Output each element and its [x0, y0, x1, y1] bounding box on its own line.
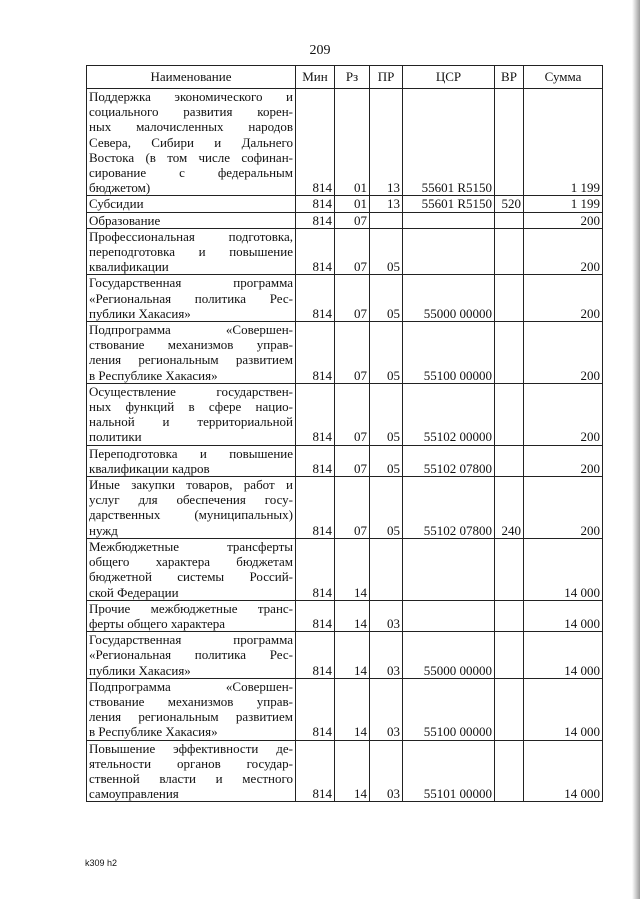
cell-name: [87, 228, 296, 275]
table-row: [87, 275, 603, 322]
header-pr: ПР: [370, 66, 403, 89]
cell-name: [87, 632, 296, 679]
cell-csr: [403, 212, 495, 228]
table-row: [87, 322, 603, 384]
name-line: Профессиональная подготовка,: [89, 228, 293, 244]
cell-name: [87, 600, 296, 631]
cell-sum: 1 199: [524, 196, 603, 212]
cell-vr: [495, 212, 524, 228]
cell-sum: 14 000: [524, 538, 603, 600]
cell-vr: [495, 740, 524, 802]
table-row: [87, 538, 603, 600]
name-line: квалификации кадров: [89, 460, 210, 476]
table-row: [87, 445, 603, 476]
cell-name: [87, 89, 296, 196]
cell-min: 814: [296, 477, 335, 539]
name-line: самоуправления: [89, 786, 179, 802]
name-line: ных малочисленных народов: [89, 119, 293, 135]
cell-csr: 55000 00000: [403, 275, 495, 322]
table-row: [87, 89, 603, 196]
name-line: в Республике Хакасия»: [89, 724, 218, 740]
cell-name: [87, 445, 296, 476]
name-line: бюджетом): [89, 180, 151, 196]
cell-min: 814: [296, 89, 335, 196]
cell-name: [87, 383, 296, 445]
cell-pr: 13: [370, 196, 403, 212]
footer-code: k309 h2: [85, 858, 118, 868]
cell-vr: 520: [495, 196, 524, 212]
name-line: Переподготовка и повышение: [89, 445, 293, 461]
name-line: нальной и территориальной: [89, 414, 293, 430]
cell-rz: 14: [335, 600, 370, 631]
cell-rz: 07: [335, 275, 370, 322]
cell-min: 814: [296, 196, 335, 212]
name-line: ных функций в сфере нацио-: [89, 399, 293, 415]
cell-pr: 05: [370, 275, 403, 322]
name-line: ления региональным развитием: [89, 352, 293, 368]
cell-rz: 14: [335, 678, 370, 740]
table-header: [87, 66, 603, 89]
cell-csr: [403, 228, 495, 275]
header-sum: Сумма: [524, 66, 603, 89]
cell-vr: [495, 275, 524, 322]
table-row: [87, 383, 603, 445]
cell-sum: 200: [524, 383, 603, 445]
cell-min: 814: [296, 383, 335, 445]
name-line: Подпрограмма «Совершен-: [89, 678, 293, 694]
name-line: «Региональная политика Рес-: [89, 647, 293, 663]
cell-pr: 03: [370, 632, 403, 679]
table-row: [87, 632, 603, 679]
cell-pr: [370, 212, 403, 228]
cell-sum: 200: [524, 228, 603, 275]
header-csr: ЦСР: [403, 66, 495, 89]
name-line: Образование: [89, 212, 161, 228]
cell-csr: [403, 538, 495, 600]
cell-csr: 55102 00000: [403, 383, 495, 445]
name-line: публики Хакасия»: [89, 305, 191, 321]
cell-vr: [495, 600, 524, 631]
cell-vr: [495, 89, 524, 196]
table-row: [87, 212, 603, 228]
name-line: Осуществление государствен-: [89, 383, 293, 399]
cell-vr: [495, 632, 524, 679]
name-line: Подпрограмма «Совершен-: [89, 322, 293, 338]
cell-rz: 07: [335, 228, 370, 275]
cell-csr: 55601 R5150: [403, 89, 495, 196]
cell-rz: 14: [335, 632, 370, 679]
cell-sum: 14 000: [524, 600, 603, 631]
table-row: [87, 196, 603, 212]
cell-sum: 200: [524, 275, 603, 322]
table-row: [87, 477, 603, 539]
cell-min: 814: [296, 212, 335, 228]
name-line: в Республике Хакасия»: [89, 367, 218, 383]
name-line: Межбюджетные трансферты: [89, 538, 293, 554]
cell-name: [87, 196, 296, 212]
name-line: Государственная программа: [89, 275, 293, 291]
cell-rz: 14: [335, 740, 370, 802]
cell-rz: 07: [335, 445, 370, 476]
table-body: [87, 89, 603, 802]
cell-name: [87, 212, 296, 228]
name-line: ствование механизмов управ-: [89, 693, 293, 709]
name-line: публики Хакасия»: [89, 662, 191, 678]
cell-name: [87, 538, 296, 600]
table-row: [87, 228, 603, 275]
cell-rz: 01: [335, 196, 370, 212]
cell-csr: 55100 00000: [403, 678, 495, 740]
table-row: [87, 600, 603, 631]
name-line: Севера, Сибири и Дальнего: [89, 134, 293, 150]
cell-pr: [370, 538, 403, 600]
cell-pr: 03: [370, 678, 403, 740]
cell-vr: [495, 538, 524, 600]
name-line: услуг для обеспечения госу-: [89, 492, 293, 508]
cell-pr: 05: [370, 477, 403, 539]
cell-pr: 03: [370, 600, 403, 631]
cell-sum: 14 000: [524, 740, 603, 802]
name-line: Прочие межбюджетные транс-: [89, 600, 293, 616]
name-line: сирование с федеральным: [89, 165, 293, 181]
cell-sum: 200: [524, 445, 603, 476]
name-line: ской Федерации: [89, 584, 179, 600]
name-line: общего характера бюджетам: [89, 554, 293, 570]
cell-vr: [495, 678, 524, 740]
cell-name: [87, 477, 296, 539]
name-line: ферты общего характера: [89, 615, 226, 631]
header-rz: Рз: [335, 66, 370, 89]
cell-rz: 07: [335, 322, 370, 384]
cell-name: [87, 740, 296, 802]
cell-pr: 13: [370, 89, 403, 196]
header-name: Наименование: [87, 66, 296, 89]
name-line: Субсидии: [89, 196, 144, 212]
cell-pr: 05: [370, 228, 403, 275]
cell-sum: 1 199: [524, 89, 603, 196]
page-number: 209: [309, 43, 331, 58]
name-line: Государственная программа: [89, 632, 293, 648]
cell-vr: 240: [495, 477, 524, 539]
name-line: нужд: [89, 522, 118, 538]
cell-csr: 55101 00000: [403, 740, 495, 802]
cell-sum: 200: [524, 477, 603, 539]
header-row: [87, 66, 603, 89]
cell-min: 814: [296, 632, 335, 679]
table-row: [87, 678, 603, 740]
cell-rz: 07: [335, 212, 370, 228]
name-line: социального развития корен-: [89, 104, 293, 120]
table-row: [87, 740, 603, 802]
budget-table: [86, 65, 603, 802]
cell-min: 814: [296, 322, 335, 384]
cell-rz: 07: [335, 383, 370, 445]
cell-sum: 14 000: [524, 632, 603, 679]
cell-pr: 05: [370, 322, 403, 384]
header-min: Мин: [296, 66, 335, 89]
name-line: политики: [89, 429, 142, 445]
scan-edge-shadow: [632, 0, 640, 899]
cell-vr: [495, 228, 524, 275]
cell-csr: 55102 07800: [403, 477, 495, 539]
name-line: ления региональным развитием: [89, 709, 293, 725]
cell-vr: [495, 383, 524, 445]
cell-sum: 14 000: [524, 678, 603, 740]
cell-name: [87, 322, 296, 384]
name-line: переподготовка и повышение: [89, 244, 293, 260]
name-line: Востока (в том числе софинан-: [89, 149, 293, 165]
cell-csr: 55000 00000: [403, 632, 495, 679]
name-line: бюджетной системы Россий-: [89, 569, 293, 585]
name-line: ствование механизмов управ-: [89, 337, 293, 353]
name-line: дарственных (муниципальных): [89, 507, 293, 523]
cell-min: 814: [296, 678, 335, 740]
cell-sum: 200: [524, 322, 603, 384]
cell-csr: 55102 07800: [403, 445, 495, 476]
cell-rz: 07: [335, 477, 370, 539]
name-line: «Региональная политика Рес-: [89, 290, 293, 306]
cell-rz: 01: [335, 89, 370, 196]
cell-vr: [495, 322, 524, 384]
cell-csr: [403, 600, 495, 631]
cell-pr: 05: [370, 445, 403, 476]
cell-vr: [495, 445, 524, 476]
cell-min: 814: [296, 538, 335, 600]
cell-sum: 200: [524, 212, 603, 228]
cell-name: [87, 678, 296, 740]
name-line: Иные закупки товаров, работ и: [89, 477, 293, 493]
cell-min: 814: [296, 228, 335, 275]
name-line: ятельности органов государ-: [89, 755, 293, 771]
cell-min: 814: [296, 275, 335, 322]
cell-pr: 03: [370, 740, 403, 802]
cell-min: 814: [296, 445, 335, 476]
cell-csr: 55100 00000: [403, 322, 495, 384]
name-line: Повышение эффективности де-: [89, 740, 293, 756]
cell-pr: 05: [370, 383, 403, 445]
cell-min: 814: [296, 600, 335, 631]
cell-name: [87, 275, 296, 322]
name-line: ственной власти и местного: [89, 770, 293, 786]
header-vr: ВР: [495, 66, 524, 89]
cell-min: 814: [296, 740, 335, 802]
name-line: Поддержка экономического и: [89, 89, 293, 104]
cell-csr: 55601 R5150: [403, 196, 495, 212]
name-line: квалификации: [89, 259, 169, 275]
cell-rz: 14: [335, 538, 370, 600]
